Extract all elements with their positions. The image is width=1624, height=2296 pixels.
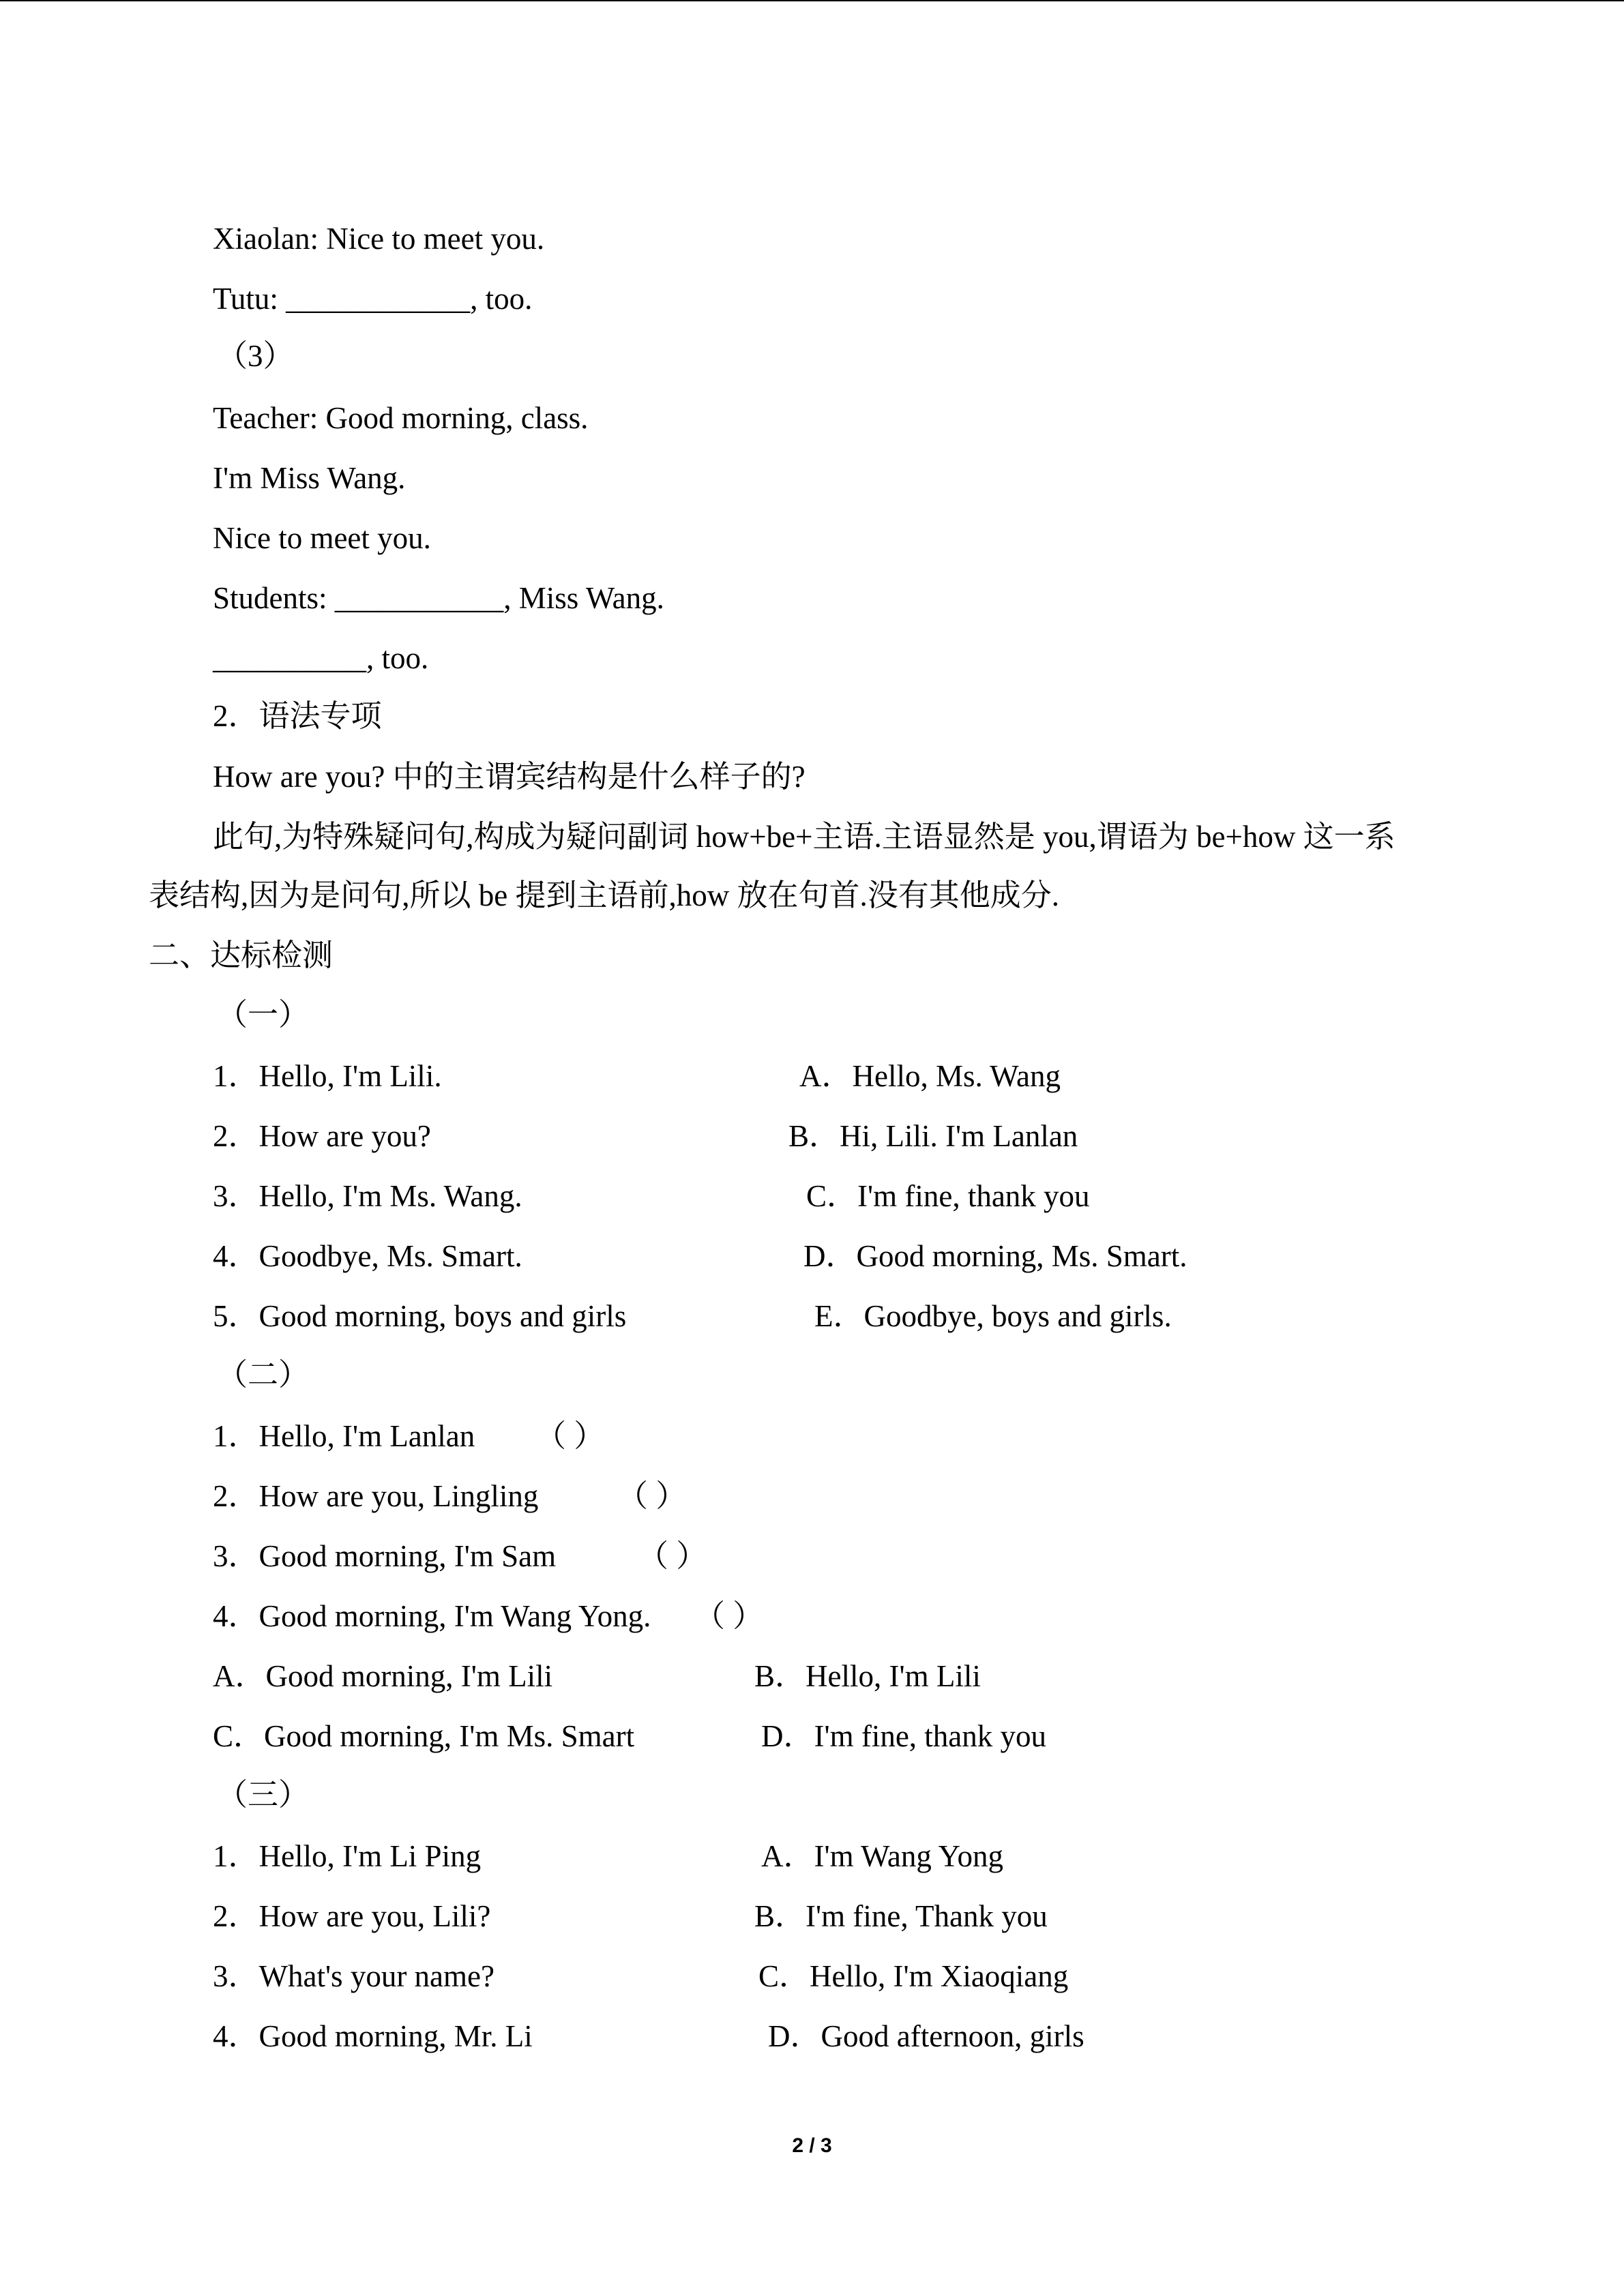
grammar-question: How are you? 中的主谓宾结构是什么样子的? [213, 760, 806, 794]
dialogue-line: Tutu: ____________, too. [213, 282, 533, 316]
part-label: （三） [217, 1778, 310, 1812]
answer-bracket: （ ） [694, 1599, 764, 1633]
matching-option: A．Hello, Ms. Wang [799, 1059, 1061, 1093]
matching-option: B．Hi, Lili. I'm Lanlan [788, 1119, 1078, 1153]
top-border-line [0, 0, 1624, 1]
matching-item: 3．What's your name? [213, 1959, 494, 1993]
choice-option: A．Good morning, I'm Lili [213, 1659, 553, 1693]
choice-option: B．Hello, I'm Lili [754, 1659, 981, 1693]
matching-item: 4．Good morning, Mr. Li [213, 2019, 533, 2053]
matching-item: 3．Hello, I'm Ms. Wang. [213, 1179, 522, 1213]
choice-option: C．Good morning, I'm Ms. Smart [213, 1719, 635, 1753]
matching-item: 5．Good morning, boys and girls [213, 1299, 627, 1333]
section-heading: 二、达标检测 [149, 938, 334, 972]
matching-item: 1．Hello, I'm Li Ping [213, 1839, 482, 1873]
dialogue-line: I'm Miss Wang. [213, 461, 406, 495]
matching-item: 4．Goodbye, Ms. Smart. [213, 1239, 522, 1273]
matching-option: D．Good afternoon, girls [768, 2019, 1084, 2053]
grammar-paragraph-line: 表结构,因为是问句,所以 be 提到主语前,how 放在句首.没有其他成分. [149, 878, 1059, 912]
question-item: 3．Good morning, I'm Sam [213, 1539, 557, 1573]
matching-option: B．I'm fine, Thank you [754, 1899, 1048, 1933]
matching-option: C．I'm fine, thank you [806, 1179, 1090, 1213]
dialogue-line: Xiaolan: Nice to meet you. [213, 222, 545, 256]
choice-option: D．I'm fine, thank you [761, 1719, 1047, 1753]
dialogue-line: Teacher: Good morning, class. [213, 401, 589, 435]
part-label: （二） [217, 1358, 310, 1392]
matching-option: A．I'm Wang Yong [761, 1839, 1003, 1873]
matching-item: 2．How are you, Lili? [213, 1899, 491, 1933]
answer-bracket: （ ） [535, 1419, 605, 1453]
grammar-paragraph-line: 此句,为特殊疑问句,构成为疑问副词 how+be+主语.主语显然是 you,谓语为 be+how 这一系 [213, 820, 1396, 854]
matching-item: 2．How are you? [213, 1119, 431, 1153]
section-heading: 2．语法专项 [213, 699, 382, 733]
matching-option: D．Good morning, Ms. Smart. [803, 1239, 1187, 1273]
part-label: （一） [217, 998, 310, 1032]
dialogue-number: （3） [217, 339, 294, 373]
dialogue-line: Nice to meet you. [213, 521, 431, 555]
matching-item: 1．Hello, I'm Lili. [213, 1059, 442, 1093]
answer-bracket: （ ） [638, 1539, 707, 1573]
answer-bracket: （ ） [617, 1479, 687, 1513]
matching-option: E．Goodbye, boys and girls. [814, 1299, 1172, 1333]
dialogue-line: __________, too. [213, 641, 429, 675]
dialogue-line: Students: ___________, Miss Wang. [213, 581, 664, 615]
question-item: 1．Hello, I'm Lanlan [213, 1419, 475, 1453]
question-item: 4．Good morning, I'm Wang Yong. [213, 1599, 651, 1633]
matching-option: C．Hello, I'm Xiaoqiang [758, 1959, 1069, 1993]
page-number: 2 / 3 [792, 2134, 832, 2157]
question-item: 2．How are you, Lingling [213, 1479, 539, 1513]
